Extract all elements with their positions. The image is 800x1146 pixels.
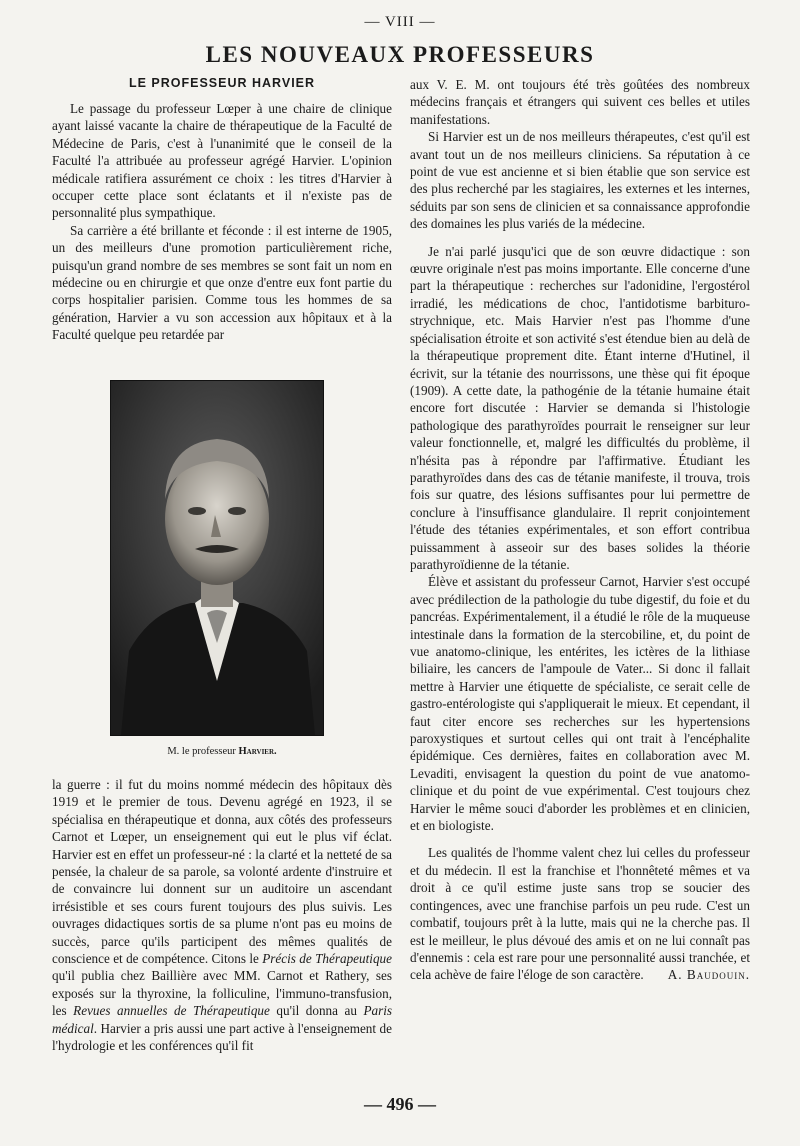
paragraph: Je n'ai parlé jusqu'ici que de son œuvre didactique : son œuvre originale n'est pas moins importante. Elle concerne d'une part la thérapeutique : recherches sur l'adonidine, l'ergostérol irradié, les médications de choc, l'antidotisme barbituro-strychnique, etc. Mais Harvier n'est pas l'homme d'une spécialisation étroite et son activité s'est étendue bien au delà de la thérapeutique proprement dite. Étant interne d'Hutinel, il écrivit, sur la tétanie des nourrissons, une thèse qui fit époque (1909). A cette date, la pathogénie de la tétanie humaine était encore fort discutée : Harvier se demanda si l'histologie pathologique des parathyroïdes pourrait le renseigner sur leur valeur fonctionnelle, et, malgré les difficultés du problème, il n'hésita pas à répondre par l'affirmative. Étudiant les parathyroïdes dans des cas de tétanie manifeste, il trouva, trois fois sur quatre, des lésions suffisantes pour lui permettre de conclure à l'insuffisance glandulaire. Il reprit conjointement l'étude des tétanies expérimentales, et son effort contribua puissamment à asseoir sur des bases solides la théorie parathyroïdienne de la tétanie. <box>410 243 750 572</box>
book-title: Précis de Thérapeutique <box>262 951 392 967</box>
paragraph <box>410 844 750 983</box>
page-number: — 496 — <box>364 1094 436 1114</box>
paragraph: aux V. E. M. ont toujours été très goûtées des nombreux médecins français et étrangers qui suivent ces belles et utiles manifestations. <box>410 77 750 127</box>
left-column-bottom <box>52 776 392 1055</box>
page-number-roman: — VIII — <box>364 14 436 30</box>
article-subtitle: LE PROFESSEUR HARVIER <box>128 76 316 90</box>
portrait-photo <box>110 380 324 736</box>
caption-name: Harvier. <box>238 746 277 757</box>
paragraph: Élève et assistant du professeur Carnot, Harvier s'est occupé avec prédilection de la pathologie du tube digestif, du foie et du pancréas. Expérimentalement, il a étudié le rôle de la muqueuse intestinale dans la formation de la stercobiline, et, du point de vue anatomo-clinique, les entérites, les ictères de la lithiase biliaire, les cancers de l'ampoule de Vater... Si donc il fallait mettre à Harvier une étiquette de spécialiste, ce serait celle de gastro-entérologiste qui s'appliquerait le mieux. Et cependant, il faut citer encore ses recherches sur les hypertensions paroxystiques et surtout celles qui ont trait à l'encéphalite épidémique. Ces dernières, faites en collaboration avec M. Levaditi, envisagent la question du point de vue anatomo-clinique et du point de vue expérimental. C'est toujours chez Harvier le même souci d'aborder les problèmes et en clinicien, et en biologiste. <box>410 574 750 834</box>
text-run: Les qualités de l'homme valent chez lui celles du professeur et du médecin. Il est la franchise et l'honnêteté mêmes et va droit à ce qu'il estime juste sans trop se soucier des contingences, avec une franchise parfois un peu rude. C'est un combatif, toujours prêt à la lutte, mais qui ne la cherche pas. Il est le meilleur, le plus dévoué des amis et on ne lui connaît pas d'ennemis : cela est rare pour une personnalité aussi tranchée, et cela achève de faire l'éloge de son caractère. <box>410 845 750 983</box>
text-run: . Harvier a pris aussi une part active à l'enseignement de l'hydrologie et les conférences qu'il fit <box>52 1020 392 1054</box>
text-run: qu'il donna au <box>276 1003 357 1019</box>
page-title: LES NOUVEAUX PROFESSEURS <box>205 42 595 67</box>
left-column-top <box>52 100 392 344</box>
text-run: qu'il publia chez Baillière avec MM. Carnot et Rathery, ses exposés sur la thyroxine, la folliculine, l'immuno-transfusion, les <box>52 968 392 1019</box>
publication-title: Paris médical <box>52 1003 393 1036</box>
publication-title: Revues annuelles de Thérapeutique <box>73 1003 270 1019</box>
portrait-image <box>111 381 323 735</box>
paragraph: Le passage du professeur Lœper à une chaire de clinique ayant laissé vacante la chaire de thérapeutique de la Faculté de Médecine de Paris, c'est à l'unanimité que le conseil de la Faculté l'a attribuée au professeur agrégé Harvier. L'opinion médicale ratifiera assurément ce choix : les titres d'Harvier à occuper cette place sont éclatants et il n'existe pas de personnalité plus sympathique. <box>52 101 392 221</box>
right-column <box>410 76 750 984</box>
text-run: la guerre : il fut du moins nommé médecin des hôpitaux dès 1919 et le premier de tous. Devenu agrégé en 1923, il se spécialisa en thérapeutique et donna, aux côtés des professeurs Carnot et Lœper, un enseignement qui eut le plus vif éclat. Harvier est en effet un professeur-né : la clarté et la netteté de sa pensée, la chaleur de sa parole, sa volonté ardente d'instruire et de convaincre lui donnent sur un auditoire un ascendant irrésistible et ses cours furent toujours des plus suivis. Les ouvrages didactiques sortis de sa plume n'ont pas eu moins de succès, parce qu'ils participent des mêmes qualités de conscience et de compétence. Citons le <box>52 777 392 967</box>
paragraph <box>52 776 392 1055</box>
photo-caption <box>52 746 392 757</box>
author-signature: A. Baudouin. <box>667 967 750 983</box>
paragraph: Si Harvier est un de nos meilleurs thérapeutes, c'est qu'il est avant tout un de nos meilleurs cliniciens. Sa réputation à ce point de vue est ancienne et si bien établie que son service est des plus recherché par les stagiaires, les externes et les internes, séduits par son sens de clinicien et sa connaissance approfondie des domaines les plus variés de la médecine. <box>410 129 750 232</box>
paragraph: Sa carrière a été brillante et féconde : il est interne de 1905, un des meilleurs d'une promotion particulièrement riche, puisqu'un grand nombre de ses membres se sont fait un nom en médecine ou en chirurgie et que onze d'entre eux font partie du corps hospitalier parisien. Comme tous les hommes de sa génération, Harvier a vu son accession aux hôpitaux et à la Faculté quelque peu retardée par <box>52 222 392 343</box>
caption-prefix: M. le professeur <box>167 746 236 757</box>
